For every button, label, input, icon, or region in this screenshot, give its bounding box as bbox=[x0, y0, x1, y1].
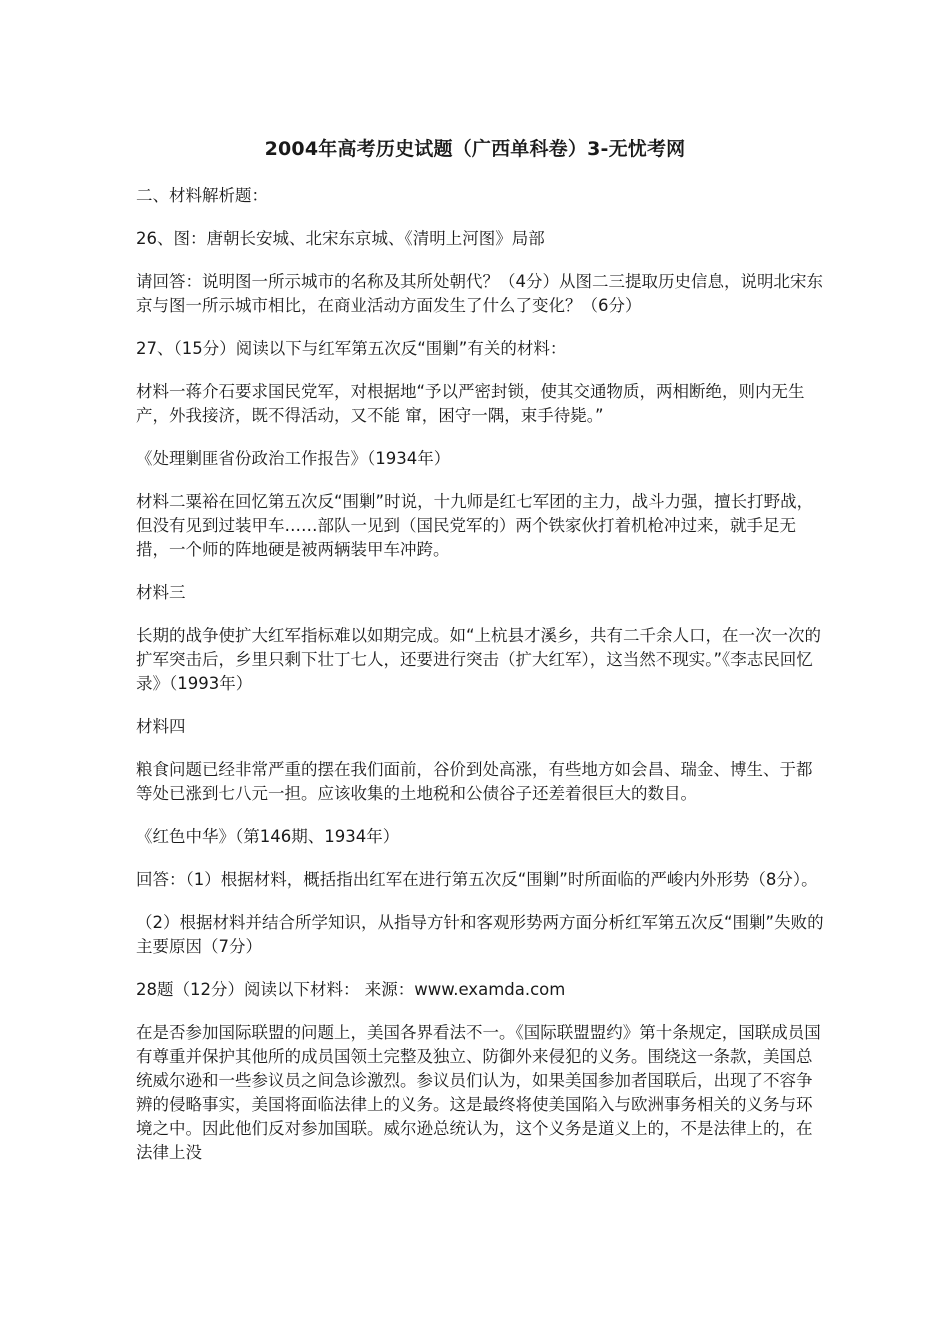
material-1-source: 《处理剿匪省份政治工作报告》（1934年） bbox=[136, 449, 451, 468]
question-26-prompt: 请回答：说明图一所示城市的名称及其所处朝代？（4分）从图二三提取历史信息，说明北宋东京与图一所示城市相比，在商业活动方面发生了什么了变化？（6分） bbox=[136, 272, 823, 315]
material-1-text: 材料一蒋介石要求国民党军，对根据地“予以严密封锁，使其交通物质，两相断绝，则内无生产，外我接济，既不得活动，又不能 窜，困守一隅，束手待毙。” bbox=[136, 382, 805, 425]
question-27-intro: 27、（15分）阅读以下与红军第五次反“围剿”有关的材料： bbox=[136, 339, 567, 358]
question-28-intro: 28题（12分）阅读以下材料： 来源：www.examda.com bbox=[136, 980, 566, 999]
document-body bbox=[136, 184, 824, 1184]
material-3-heading: 材料三 bbox=[136, 583, 186, 602]
material-4-source: 《红色中华》（第146期、1934年） bbox=[136, 827, 400, 846]
question-27-part-1: 回答：（1）根据材料，概括指出红军在进行第五次反“围剿”时所面临的严峻内外形势（8分）。 bbox=[136, 870, 818, 889]
material-4-text: 粮食问题已经非常严重的摆在我们面前，谷价到处高涨，有些地方如会昌、瑞金、博生、于都等处已涨到七八元一担。应该收集的土地税和公债谷子还差着很巨大的数目。 bbox=[136, 760, 813, 803]
section-heading: 二、材料解析题： bbox=[136, 186, 268, 205]
material-2-text: 材料二粟裕在回忆第五次反“围剿”时说，十九师是红七军团的主力，战斗力强，擅长打野战，但没有见到过装甲车……部队一见到（国民党军的）两个铁家伙打着机枪冲过来，就手足无措，一个师的阵地硬是被两辆装甲车冲跨。 bbox=[136, 492, 814, 559]
question-27-part-2: （2）根据材料并结合所学知识，从指导方针和客观形势两方面分析红军第五次反“围剿”失败的主要原因（7分） bbox=[136, 913, 824, 956]
question-26-figure-caption: 26、图：唐朝长安城、北宋东京城、《清明上河图》局部 bbox=[136, 229, 545, 248]
material-4-heading: 材料四 bbox=[136, 717, 186, 736]
material-3-text: 长期的战争使扩大红军指标难以如期完成。如“上杭县才溪乡，共有二千余人口，在一次一次的扩军突击后，乡里只剩下壮丁七人，还要进行突击（扩大红军），这当然不现实。”《李志民回忆录》（1993年） bbox=[136, 626, 822, 693]
question-28-material: 在是否参加国际联盟的问题上，美国各界看法不一。《国际联盟盟约》第十条规定，国联成员国有尊重并保护其他所的成员国领土完整及独立、防御外来侵犯的义务。围绕这一条款，美国总统威尔逊和一些参议员之间急诊激烈。参议员们认为，如果美国参加者国联后，出现了不容争辨的侵略事实，美国将面临法律上的义务。这是最终将使美国陷入与欧洲事务相关的义务与环境之中。因此他们反对参加国联。威尔逊总统认为，这个义务是道义上的，不是法律上的，在法律上没 bbox=[136, 1023, 821, 1162]
document-title: 2004年高考历史试题（广西单科卷）3-无忧考网 bbox=[264, 138, 686, 160]
